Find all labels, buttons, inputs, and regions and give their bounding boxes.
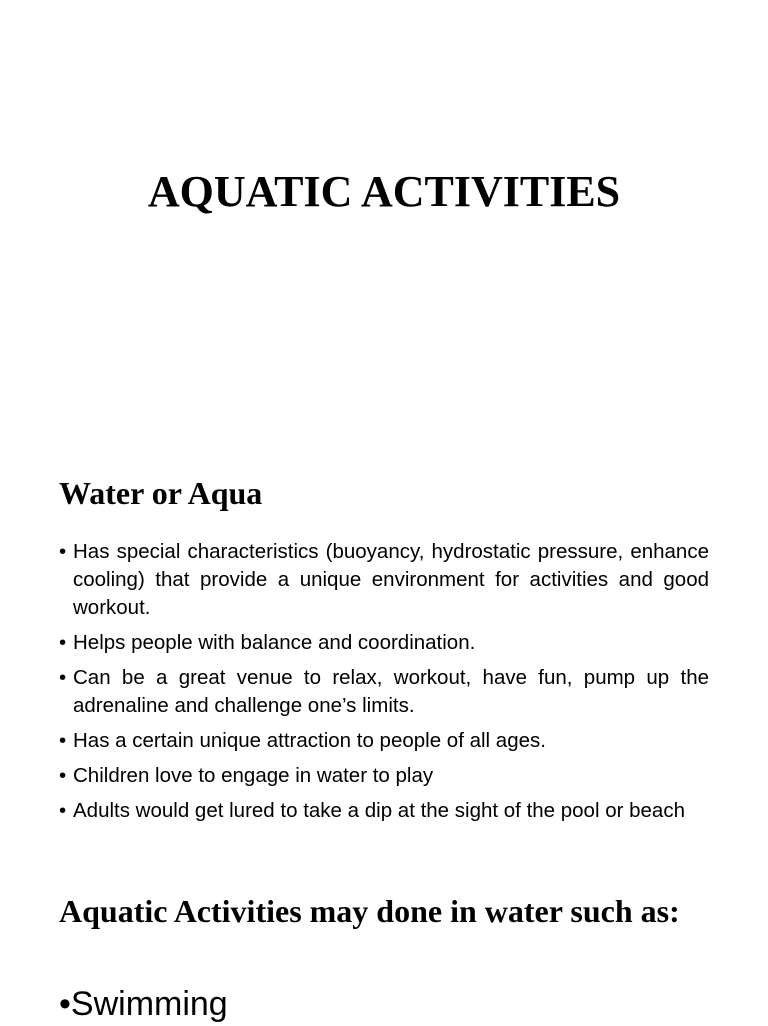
list-item — [59, 664, 709, 720]
list-item-text: Adults would get lured to take a dip at the sight of the pool or beach — [73, 799, 685, 822]
list-item-text: Children love to engage in water to play — [73, 764, 434, 787]
list-item-text: Has special characteristics (buoyancy, hydrostatic pressure, enhance cooling) that provide a unique environment for activities and good workout. — [73, 540, 709, 619]
list-item — [59, 762, 709, 790]
list-item — [59, 727, 709, 755]
activity-item-swimming — [59, 982, 228, 1026]
water-characteristics-list — [59, 538, 709, 832]
list-item-text: Helps people with balance and coordination. — [73, 631, 476, 654]
page-title: AQUATIC ACTIVITIES — [147, 167, 621, 216]
bullet-dot-icon: • — [59, 540, 67, 563]
bullet-dot-icon: • — [59, 764, 67, 787]
list-item-text: Has a certain unique attraction to people of all ages. — [73, 729, 546, 752]
bullet-dot-icon: • — [59, 729, 67, 752]
bullet-dot-icon: • — [59, 631, 67, 654]
list-item — [59, 797, 709, 825]
bullet-dot-icon: • — [59, 666, 67, 689]
aquatic-activities-heading: Aquatic Activities may done in water such as: — [59, 893, 680, 929]
activity-item-label: Swimming — [70, 985, 228, 1023]
bullet-dot-icon: • — [59, 985, 71, 1023]
list-item-text: Can be a great venue to relax, workout, have fun, pump up the adrenaline and challenge one’s limits. — [73, 666, 709, 717]
section-heading-water-or-aqua: Water or Aqua — [59, 475, 263, 511]
bullet-dot-icon: • — [59, 799, 67, 822]
list-item — [59, 629, 709, 657]
list-item — [59, 538, 709, 622]
